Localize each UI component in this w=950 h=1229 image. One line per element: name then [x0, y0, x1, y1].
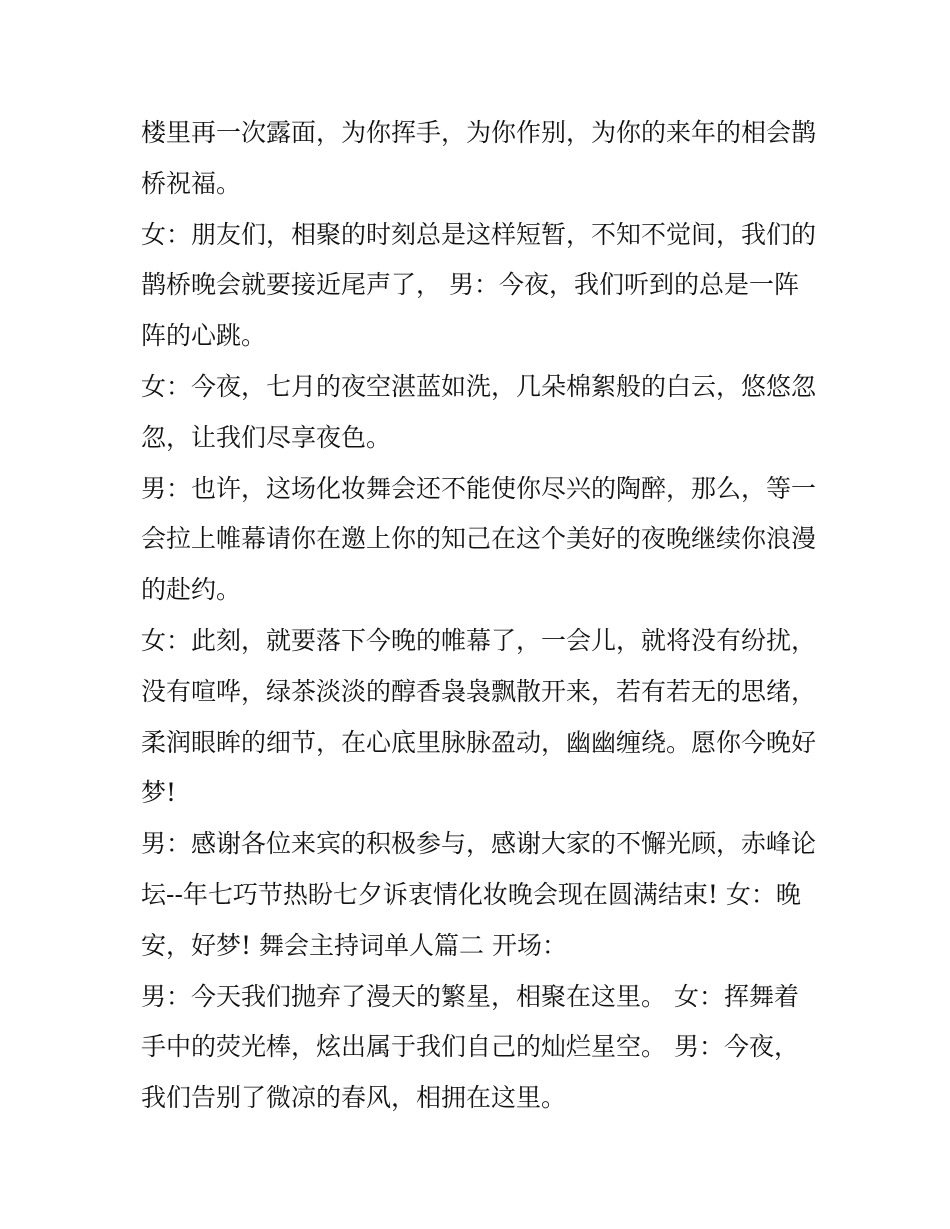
text-line: 女：今夜，七月的夜空湛蓝如洗，几朵棉絮般的白云，悠悠忽 [141, 371, 817, 401]
text-line: 男：也许，这场化妆舞会还不能使你尽兴的陶醉，那么，等一 [141, 473, 817, 503]
text-line: 坛--年七巧节热盼七夕诉衷情化妆晚会现在圆满结束! 女：晚 [141, 879, 801, 909]
body-text [141, 108, 821, 1124]
text-line: 男：今天我们抛弃了漫天的繁星，相聚在这里。 女：挥舞着 [141, 981, 799, 1011]
text-line: 柔润眼眸的细节，在心底里脉脉盈动，幽幽缠绕。愿你今晚好 [141, 727, 817, 757]
text-line: 的赴约。 [141, 575, 242, 605]
text-line: 女：朋友们，相聚的时刻总是这样短暂，不知不觉间，我们的 [141, 219, 817, 249]
text-line: 没有喧哗，绿茶淡淡的醇香袅袅飘散开来，若有若无的思绪， [141, 676, 817, 706]
text-line: 手中的荧光棒，炫出属于我们自己的灿烂星空。 男：今夜， [141, 1032, 799, 1062]
text-line: 男：感谢各位来宾的积极参与，感谢大家的不懈光顾，赤峰论 [141, 829, 817, 859]
text-line: 梦! [141, 778, 177, 808]
text-line: 安，好梦! 舞会主持词单人篇二 开场： [141, 930, 567, 960]
text-line: 鹊桥晚会就要接近尾声了， 男：今夜，我们听到的总是一阵 [141, 270, 799, 300]
text-line: 女：此刻，就要落下今晚的帷幕了，一会儿，就将没有纷扰， [141, 625, 817, 655]
text-line: 阵的心跳。 [141, 321, 267, 351]
text-line: 我们告别了微凉的春风，相拥在这里。 [141, 1083, 567, 1113]
text-line: 忽，让我们尽享夜色。 [141, 422, 392, 452]
text-line: 会拉上帷幕请你在邀上你的知己在这个美好的夜晚继续你浪漫 [141, 524, 817, 554]
text-line: 桥祝福。 [141, 168, 242, 198]
text-line: 楼里再一次露面，为你挥手，为你作别，为你的来年的相会鹊 [141, 118, 817, 147]
